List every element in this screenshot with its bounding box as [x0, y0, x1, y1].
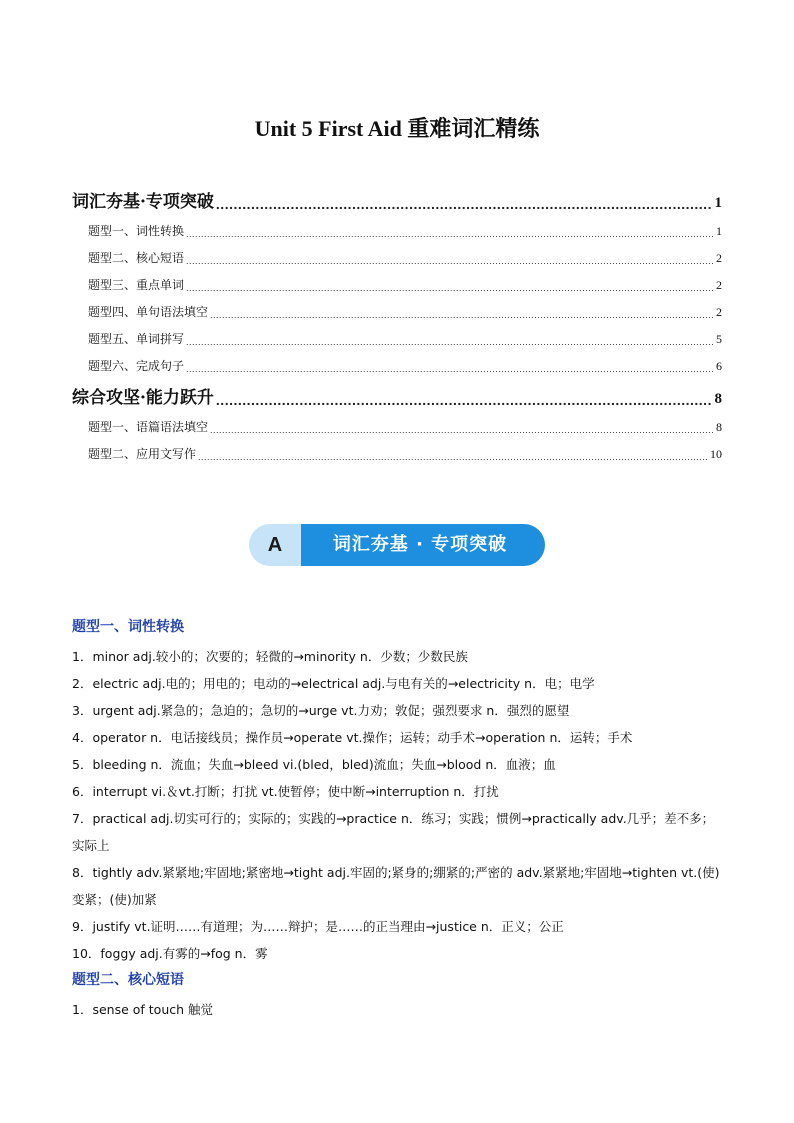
toc-entry[interactable]: [72, 374, 722, 408]
toc-entry[interactable]: [72, 320, 722, 347]
list-item: 1．minor adj.较小的；次要的；轻微的→minority n．少数；少数民族: [72, 649, 468, 664]
toc-entry-label: 题型二、应用文写作: [88, 447, 197, 461]
list-item: 8．tightly adv.紧紧地;牢固地;紧密地→tight adj.牢固的;紧身的;绷紧的;严密的 adv.紧紧地;牢固地→tighten vt.(使)变紧；(使)加紧: [72, 865, 720, 907]
toc-leader: [210, 310, 714, 320]
main-content: [72, 616, 724, 1023]
toc-leader: [186, 229, 714, 239]
toc-entry[interactable]: [72, 212, 722, 239]
toc-entry-page: 5: [716, 332, 722, 346]
toc-entry[interactable]: [72, 239, 722, 266]
list-item: 3．urgent adj.紧急的；急迫的；急切的→urge vt.力劝；敦促；强烈要求 n．强烈的愿望: [72, 703, 570, 718]
toc-leader: [216, 392, 713, 408]
list-item: 7．practical adj.切实可行的；实际的；实践的→practice n．练习；实践；惯例→practically adv.几乎；差不多；实际上: [72, 811, 715, 853]
toc-entry-label: 题型五、单词拼写: [88, 332, 185, 346]
toc-leader: [186, 283, 714, 293]
toc-leader: [186, 256, 714, 266]
toc-entry-label: 词汇夯基·专项突破: [72, 192, 214, 212]
toc-entry-label: 题型二、核心短语: [88, 251, 185, 265]
toc-entry[interactable]: [72, 178, 722, 212]
section-heading: 题型二、核心短语: [72, 972, 184, 988]
toc-entry-page: 2: [716, 305, 722, 319]
table-of-contents: [72, 178, 722, 462]
toc-entry-label: 题型三、重点单词: [88, 278, 185, 292]
list-item: 4．operator n．电话接线员；操作员→operate vt.操作；运转；动手术→operation n．运转；手术: [72, 730, 633, 745]
toc-leader: [210, 425, 714, 435]
toc-entry-label: 题型六、完成句子: [88, 359, 185, 373]
toc-entry-page: 1: [716, 224, 722, 238]
toc-entry[interactable]: [72, 347, 722, 374]
toc-entry-page: 2: [716, 278, 722, 292]
list-item: 1．sense of touch 触觉: [72, 1002, 214, 1017]
toc-entry-label: 综合攻坚·能力跃升: [72, 388, 214, 408]
toc-entry[interactable]: [72, 435, 722, 462]
toc-leader: [186, 364, 714, 374]
section-banner: [249, 524, 545, 566]
toc-entry[interactable]: [72, 293, 722, 320]
toc-entry-label: 题型一、语篇语法填空: [88, 420, 209, 434]
toc-entry[interactable]: [72, 408, 722, 435]
list-item: 5．bleeding n．流血；失血→bleed vi.(bled，bled)流血；失血→blood n．血液；血: [72, 757, 556, 772]
list-item: 6．interrupt vi.＆vt.打断；打扰 vt.使暂停；使中断→interruption n．打扰: [72, 784, 499, 799]
toc-entry-page: 2: [716, 251, 722, 265]
toc-entry-label: 题型一、词性转换: [88, 224, 185, 238]
page-title: Unit 5 First Aid 重难词汇精练: [254, 116, 540, 141]
toc-entry-label: 题型四、单句语法填空: [88, 305, 209, 319]
toc-entry-page: 6: [716, 359, 722, 373]
toc-entry-page: 1: [714, 195, 722, 211]
toc-entry-page: 8: [714, 391, 722, 407]
list-item: 2．electric adj.电的；用电的；电动的→electrical adj.与电有关的→electricity n．电；电学: [72, 676, 595, 691]
toc-entry[interactable]: [72, 266, 722, 293]
toc-leader: [216, 196, 713, 212]
toc-entry-page: 8: [716, 420, 722, 434]
toc-leader: [198, 452, 708, 462]
toc-leader: [186, 337, 714, 347]
list-item: 9．justify vt.证明……有道理；为……辩护；是……的正当理由→justice n．正义；公正: [72, 919, 564, 934]
list-item: 10．foggy adj.有雾的→fog n．雾: [72, 946, 268, 961]
section-banner-title: 词汇夯基 · 专项突破: [295, 524, 545, 566]
section-heading: 题型一、词性转换: [72, 619, 184, 635]
toc-entry-page: 10: [710, 447, 722, 461]
section-banner-badge: A: [249, 524, 301, 566]
